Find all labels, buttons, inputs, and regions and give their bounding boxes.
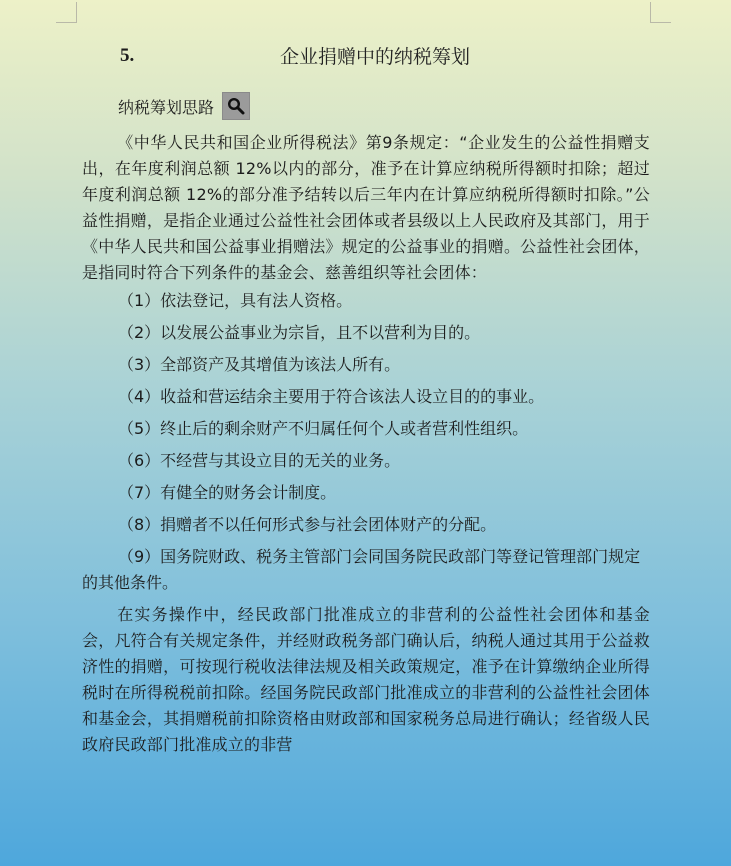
paragraph-practice: 在实务操作中，经民政部门批准成立的非营利的公益性社会团体和基金会，凡符合有关规定条件，并经财政税务部门确认后，纳税人通过其用于公益救济性的捐赠，可按现行税收法律法规及相关政策规定，准予在计算缴纳企业所得税时在所得税税前扣除。经国务院民政部门批准成立的非营利的公益性社会团体和基金会，其捐赠税前扣除资格由财政部和国家税务总局进行确认；经省级人民政府民政部门批准成立的非营 [82, 605, 650, 754]
subheading-label: 纳税筹划思路 [118, 97, 215, 117]
list-item: （7）有健全的财务会计制度。 [118, 483, 337, 502]
list-item: （5）终止后的剩余财产不归属任何个人或者营利性组织。 [118, 419, 529, 438]
search-icon [227, 97, 245, 115]
search-button[interactable] [222, 92, 250, 120]
list-item: （3）全部资产及其增值为该法人所有。 [118, 355, 401, 374]
list-item: （4）收益和营运结余主要用于符合该法人设立目的的事业。 [118, 387, 545, 406]
list-item: （2）以发展公益事业为宗旨，且不以营利为目的。 [118, 323, 481, 342]
paragraph-law-provision: 《中华人民共和国企业所得税法》第9条规定：“企业发生的公益性捐赠支出，在年度利润总额 12%以内的部分，准予在计算应纳税所得额时扣除；超过年度利润总额 12%的部分准予结转以后三年内在计算应纳税所得额时扣除。”公益性捐赠，是指企业通过公益性社会团体或者县级以上人民政府及其部门，用于《中华人民共和国公益事业捐赠法》规定的公益事业的捐赠。公益性社会团体，是指同时符合下列条件的基金会、慈善组织等社会团体： [82, 133, 650, 282]
subheading [118, 92, 250, 120]
list-item: （6）不经营与其设立目的无关的业务。 [118, 451, 401, 470]
conditions-list [82, 288, 650, 596]
section-title: 企业捐赠中的纳税筹划 [280, 46, 471, 68]
page-corner-mark-left [56, 2, 77, 23]
page-corner-mark-right [650, 2, 671, 23]
list-item: （1）依法登记，具有法人资格。 [118, 291, 353, 310]
section-number: 5. [120, 45, 135, 66]
document-body [82, 130, 650, 758]
section-heading [0, 38, 731, 74]
list-item: （9）国务院财政、税务主管部门会同国务院民政部门等登记管理部门规定的其他条件。 [82, 547, 641, 592]
list-item: （8）捐赠者不以任何形式参与社会团体财产的分配。 [118, 515, 497, 534]
